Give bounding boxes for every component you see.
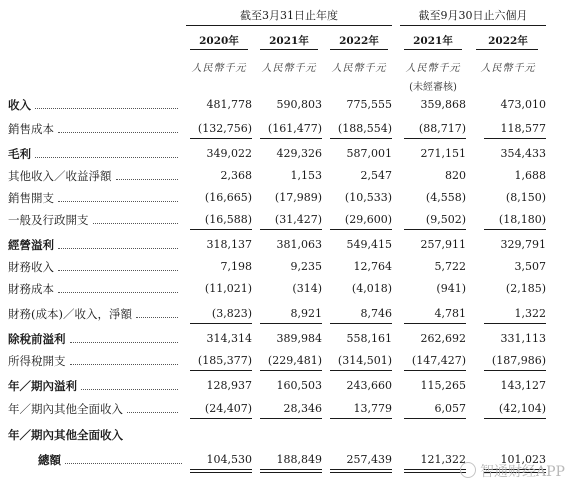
table-cell: 314,314 xyxy=(206,332,252,345)
table-cell: 104,530 xyxy=(206,453,252,466)
subtotal-rule xyxy=(484,138,546,139)
table-cell: 13,779 xyxy=(353,402,392,415)
table-cell: 481,778 xyxy=(206,98,252,111)
dot-leader xyxy=(35,157,178,158)
subtotal-rule xyxy=(330,323,392,324)
table-cell: 381,063 xyxy=(276,238,322,251)
row-label: 所得稅開支 xyxy=(8,354,66,368)
table-cell: 115,265 xyxy=(420,379,466,392)
dot-leader xyxy=(58,248,178,249)
unit-label: 人民幣千元 xyxy=(480,63,536,74)
year-header-2022-interim: 2022年 xyxy=(488,35,528,47)
table-cell: (29,600) xyxy=(344,213,392,226)
subtotal-rule xyxy=(404,138,466,139)
table-cell: 1,322 xyxy=(514,307,546,320)
table-cell: (147,427) xyxy=(411,354,466,367)
row-label: 財務收入 xyxy=(8,260,54,274)
subtotal-rule xyxy=(484,229,546,230)
subtotal-rule xyxy=(330,138,392,139)
table-cell: 549,415 xyxy=(346,238,392,251)
table-cell: (17,989) xyxy=(274,191,322,204)
subtotal-rule xyxy=(260,229,322,230)
dot-leader xyxy=(81,389,178,390)
subtotal-rule xyxy=(330,418,392,419)
table-cell: 28,346 xyxy=(283,402,322,415)
table-cell: (188,554) xyxy=(337,122,392,135)
table-cell: (31,427) xyxy=(274,213,322,226)
subtotal-rule xyxy=(260,138,322,139)
interim-group-header: 截至9月30日止六個月 xyxy=(418,9,528,22)
subtotal-rule xyxy=(404,418,466,419)
row-label: 總額 xyxy=(38,453,61,467)
dot-leader xyxy=(116,179,179,180)
row-label: 其他收入／收益淨額 xyxy=(8,169,112,183)
unit-label: 人民幣千元 xyxy=(191,63,247,74)
table-cell: 389,984 xyxy=(276,332,322,345)
table-cell: (16,588) xyxy=(204,213,252,226)
table-cell: (4,018) xyxy=(351,282,392,295)
table-cell: 5,722 xyxy=(434,260,466,273)
table-cell: 587,001 xyxy=(346,147,392,160)
row-label: 銷售成本 xyxy=(8,122,54,136)
dot-leader xyxy=(58,270,178,271)
table-cell: (10,533) xyxy=(344,191,392,204)
subtotal-rule xyxy=(260,323,322,324)
dot-leader xyxy=(70,364,179,365)
table-cell: 775,555 xyxy=(346,98,392,111)
table-cell: (11,021) xyxy=(204,282,252,295)
table-cell: (187,986) xyxy=(491,354,546,367)
table-cell: 558,161 xyxy=(346,332,392,345)
table-cell: 359,868 xyxy=(420,98,466,111)
row-label: 財務成本 xyxy=(8,282,54,296)
unit-label: 人民幣千元 xyxy=(405,63,461,74)
table-cell: 128,937 xyxy=(206,379,252,392)
table-cell: 354,433 xyxy=(500,147,546,160)
table-cell: (941) xyxy=(436,282,466,295)
table-cell: 3,507 xyxy=(514,260,546,273)
dot-leader xyxy=(35,108,178,109)
table-cell: 8,746 xyxy=(360,307,392,320)
table-cell: (16,665) xyxy=(204,191,252,204)
unit-label: 人民幣千元 xyxy=(261,63,317,74)
row-label: 毛利 xyxy=(8,147,31,161)
table-cell: 118,577 xyxy=(500,122,546,135)
table-cell: 12,764 xyxy=(353,260,392,273)
table-cell: 4,781 xyxy=(434,307,466,320)
table-cell: 9,235 xyxy=(290,260,322,273)
table-cell: 160,503 xyxy=(276,379,322,392)
table-cell: 121,322 xyxy=(420,453,466,466)
year-rule xyxy=(260,49,318,50)
dot-leader xyxy=(70,342,179,343)
subtotal-rule xyxy=(404,323,466,324)
subtotal-rule xyxy=(484,418,546,419)
table-cell: 262,692 xyxy=(420,332,466,345)
subtotal-rule xyxy=(404,370,466,371)
table-cell: (3,823) xyxy=(211,307,252,320)
annual-group-rule xyxy=(186,25,392,26)
total-double-rule xyxy=(330,469,392,473)
table-cell: 143,127 xyxy=(500,379,546,392)
year-rule xyxy=(330,49,388,50)
total-double-rule xyxy=(404,469,466,473)
dot-leader xyxy=(58,132,178,133)
table-cell: (229,481) xyxy=(267,354,322,367)
year-header-2022: 2022年 xyxy=(339,35,379,47)
table-cell: (42,104) xyxy=(498,402,546,415)
table-cell: (18,180) xyxy=(498,213,546,226)
subtotal-rule xyxy=(190,418,252,419)
table-cell: (24,407) xyxy=(204,402,252,415)
table-cell: 2,547 xyxy=(360,169,392,182)
table-cell: 473,010 xyxy=(500,98,546,111)
subtotal-rule xyxy=(330,229,392,230)
row-label: 年／期內其他全面收入 xyxy=(8,402,123,416)
table-cell: 6,057 xyxy=(434,402,466,415)
subtotal-rule xyxy=(190,229,252,230)
row-label: 銷售開支 xyxy=(8,191,54,205)
row-label: 年／期內其他全面收入 xyxy=(8,428,123,442)
unit-label: 人民幣千元 xyxy=(331,63,387,74)
table-cell: 7,198 xyxy=(220,260,252,273)
subtotal-rule xyxy=(260,370,322,371)
table-cell: 243,660 xyxy=(346,379,392,392)
table-cell: (2,185) xyxy=(505,282,546,295)
dot-leader xyxy=(58,201,178,202)
subtotal-rule xyxy=(190,323,252,324)
row-label: 除稅前溢利 xyxy=(8,332,66,346)
table-cell: 349,022 xyxy=(206,147,252,160)
unaudited-note: (未經審核) xyxy=(409,82,457,93)
interim-group-rule xyxy=(400,25,546,26)
row-label: 一般及行政開支 xyxy=(8,213,89,227)
dot-leader xyxy=(93,223,179,224)
table-cell: 820 xyxy=(445,169,466,182)
total-double-rule xyxy=(260,469,322,473)
row-label: 年／期內溢利 xyxy=(8,379,77,393)
total-double-rule xyxy=(190,469,252,473)
table-cell: 257,439 xyxy=(346,453,392,466)
table-cell: 1,153 xyxy=(290,169,322,182)
table-cell: 318,137 xyxy=(206,238,252,251)
subtotal-rule xyxy=(190,370,252,371)
table-cell: (161,477) xyxy=(267,122,322,135)
table-cell: 329,791 xyxy=(500,238,546,251)
table-cell: 331,113 xyxy=(500,332,546,345)
table-cell: 188,849 xyxy=(276,453,322,466)
table-cell: (185,377) xyxy=(197,354,252,367)
table-cell: 590,803 xyxy=(276,98,322,111)
row-label: 財務(成本)／收入，淨額 xyxy=(8,307,132,321)
table-cell: 8,921 xyxy=(290,307,322,320)
table-cell: (9,502) xyxy=(425,213,466,226)
table-cell: 101,023 xyxy=(500,453,546,466)
table-cell: (4,558) xyxy=(425,191,466,204)
year-header-2021: 2021年 xyxy=(269,35,309,47)
table-cell: 2,368 xyxy=(220,169,252,182)
table-cell: (88,717) xyxy=(418,122,466,135)
table-cell: 271,151 xyxy=(420,147,466,160)
annual-group-header: 截至3月31日止年度 xyxy=(240,9,338,22)
table-cell: (314) xyxy=(292,282,322,295)
subtotal-rule xyxy=(484,323,546,324)
table-cell: (8,150) xyxy=(505,191,546,204)
dot-leader xyxy=(58,292,178,293)
subtotal-rule xyxy=(484,370,546,371)
table-cell: 429,326 xyxy=(276,147,322,160)
year-header-2021-interim: 2021年 xyxy=(413,35,453,47)
dot-leader xyxy=(127,412,178,413)
subtotal-rule xyxy=(404,229,466,230)
year-rule xyxy=(404,49,462,50)
dot-leader xyxy=(65,463,182,464)
subtotal-rule xyxy=(330,370,392,371)
dot-leader xyxy=(136,317,178,318)
watermark-logo-icon xyxy=(460,462,476,478)
row-label: 收入 xyxy=(8,98,31,112)
table-cell: 1,688 xyxy=(514,169,546,182)
table-cell: (314,501) xyxy=(337,354,392,367)
subtotal-rule xyxy=(190,138,252,139)
watermark-text: 智通财经APP xyxy=(480,464,565,480)
year-rule xyxy=(476,49,538,50)
subtotal-rule xyxy=(260,418,322,419)
row-label: 經營溢利 xyxy=(8,238,54,252)
table-cell: (132,756) xyxy=(197,122,252,135)
table-cell: 257,911 xyxy=(420,238,466,251)
year-rule xyxy=(190,49,248,50)
year-header-2020: 2020年 xyxy=(199,35,239,47)
